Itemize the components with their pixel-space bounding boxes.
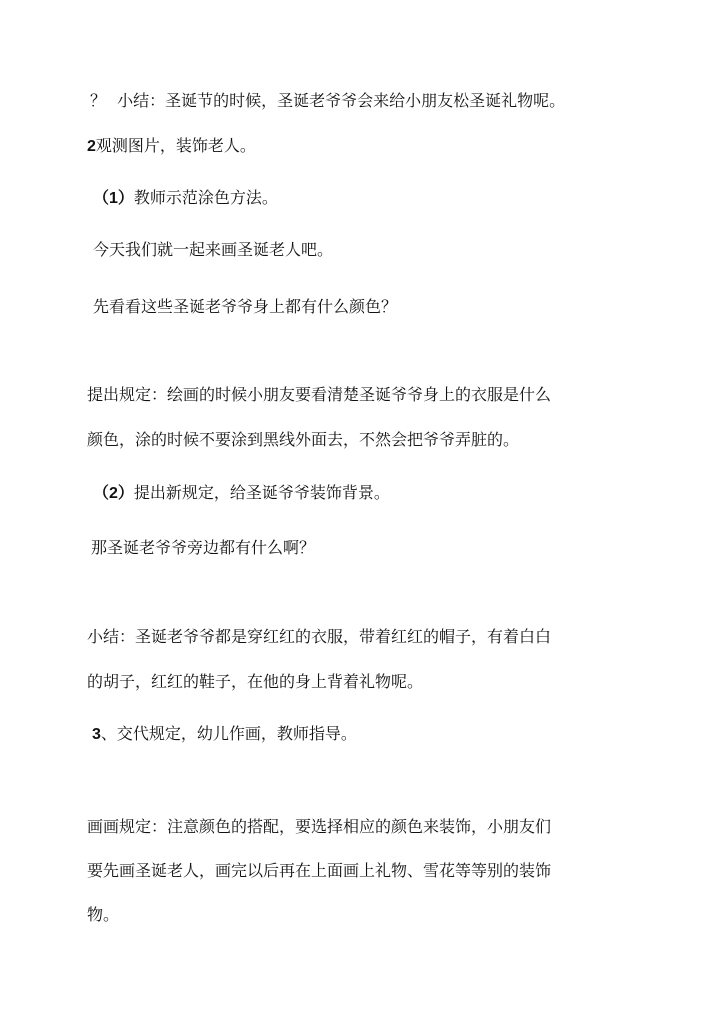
substep-number: （1） (93, 190, 134, 207)
step-text: 、交代规定，幼儿作画，教师指导。 (100, 724, 357, 743)
drawing-rule-line-1: 画画规定：注意颜色的搭配，要选择相应的颜色来装饰，小朋友们 (87, 817, 552, 836)
substep-2 (93, 483, 390, 504)
substep-text: 教师示范涂色方法。 (133, 188, 278, 207)
paragraph-line: 今天我们就一起来画圣诞老人吧。 (93, 240, 334, 259)
question-mark: ？ (90, 91, 107, 110)
substep-1 (93, 188, 278, 209)
requirement-line-1: 提出规定：绘画的时候小朋友要看清楚圣诞爷爷身上的衣服是什么 (87, 385, 552, 404)
drawing-rule-line-2: 要先画圣诞老人，画完以后再在上面画上礼物、雪花等等别的装饰 (87, 861, 552, 880)
summary-line-2b: 的胡子，红红的鞋子，在他的身上背着礼物呢。 (87, 672, 424, 691)
step-number: 2 (87, 138, 96, 155)
substep-number: （2） (93, 485, 134, 502)
summary-text: 小结：圣诞节的时候，圣诞老爷爷会来给小朋友松圣诞礼物呢。 (117, 91, 566, 110)
summary-line-1 (90, 91, 565, 111)
summary-line-2a: 小结：圣诞老爷爷都是穿红红的衣服，带着红红的帽子，有着白白 (87, 627, 552, 646)
step-text: 观测图片，装饰老人。 (95, 136, 256, 155)
drawing-rule-line-3: 物。 (87, 905, 120, 924)
substep-text: 提出新规定，给圣诞爷爷装饰背景。 (133, 483, 390, 502)
step-number: 3 (92, 726, 101, 743)
step-heading-2 (87, 136, 256, 157)
paragraph-line: 先看看这些圣诞老爷爷身上都有什么颜色？ (93, 297, 398, 316)
paragraph-line: 那圣诞老爷爷旁边都有什么啊？ (91, 538, 316, 557)
requirement-line-2: 颜色，涂的时候不要涂到黑线外面去，不然会把爷爷弄脏的。 (87, 430, 520, 449)
step-heading-3 (92, 724, 357, 745)
